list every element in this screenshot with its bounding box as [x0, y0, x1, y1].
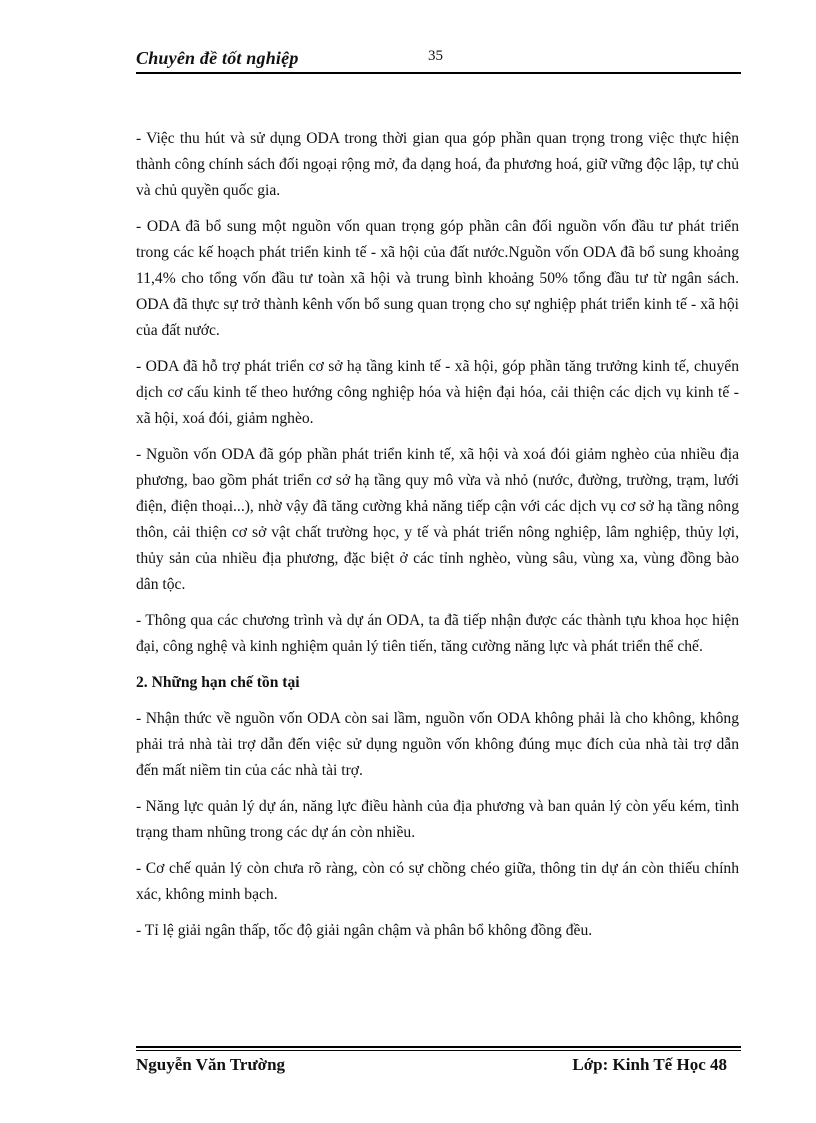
paragraph: - ODA đã hỗ trợ phát triển cơ sở hạ tầng kinh tế - xã hội, góp phần tăng trưởng kinh tế, chuyển dịch cơ cấu kinh tế theo hướng công nghiệp hóa và hiện đại hóa, cải thiện các dịch vụ kinh tế - xã hội, xoá đói, giảm nghèo.	[136, 358, 739, 427]
header-divider	[136, 72, 741, 74]
page-header	[136, 44, 741, 74]
paragraph: - Năng lực quản lý dự án, năng lực điều hành của địa phương và ban quản lý còn yếu kém, tình trạng tham nhũng trong các dự án còn nhiều.	[136, 798, 739, 841]
footer-divider	[136, 1046, 741, 1048]
page-footer	[136, 1046, 741, 1086]
section-heading: 2. Những hạn chế tồn tại	[136, 674, 300, 691]
footer-divider-thin	[136, 1050, 741, 1051]
paragraph: - Cơ chế quản lý còn chưa rõ ràng, còn có sự chồng chéo giữa, thông tin dự án còn thiếu chính xác, không minh bạch.	[136, 860, 739, 903]
document-title: Chuyên đề tốt nghiệp	[136, 48, 299, 68]
paragraph: - Tỉ lệ giải ngân thấp, tốc độ giải ngân chậm và phân bổ không đồng đều.	[136, 922, 593, 939]
paragraph: - Việc thu hút và sử dụng ODA trong thời gian qua góp phần quan trọng trong việc thực hiện thành công chính sách đối ngoại rộng mở, đa dạng hoá, đa phương hoá, giữ vững độc lập, tự chủ và chủ quyền quốc gia.	[136, 130, 739, 199]
paragraph: - ODA đã bổ sung một nguồn vốn quan trọng góp phần cân đối nguồn vốn đầu tư phát triển trong các kế hoạch phát triển kinh tế - xã hội của đất nước.Nguồn vốn ODA đã bổ sung khoảng 11,4% cho tổng vốn đầu tư toàn xã hội và trung bình khoảng 50% tổng đầu tư từ ngân sách. ODA đã thực sự trở thành kênh vốn bổ sung quan trọng cho sự nghiệp phát triển kinh tế - xã hội của đất nước.	[136, 218, 739, 339]
paragraph: - Thông qua các chương trình và dự án ODA, ta đã tiếp nhận được các thành tựu khoa học hiện đại, công nghệ và kinh nghiệm quản lý tiên tiến, tăng cường năng lực và phát triển thể chế.	[136, 612, 739, 655]
author-name: Nguyễn Văn Trường	[136, 1055, 286, 1074]
paragraph: - Nguồn vốn ODA đã góp phần phát triển kinh tế, xã hội và xoá đói giảm nghèo của nhiều địa phương, bao gồm phát triển cơ sở hạ tầng quy mô vừa và nhỏ (nước, đường, trường, trạm, lưới điện, điện thoại...), nhờ vậy đã tăng cường khả năng tiếp cận với các dịch vụ cơ sở hạ tầng nông thôn, cải thiện cơ sở vật chất trường học, y tế và phát triển nông nghiệp, lâm nghiệp, thủy lợi, thủy sản của nhiều địa phương, đặc biệt ở các tỉnh nghèo, vùng sâu, vùng xa, vùng đồng bào dân tộc.	[136, 446, 739, 593]
page-body	[136, 126, 739, 954]
page-number: 35	[428, 48, 443, 64]
class-label: Lớp: Kinh Tế Học 48	[572, 1055, 727, 1074]
paragraph: - Nhận thức về nguồn vốn ODA còn sai lầm, nguồn vốn ODA không phải là cho không, không phải trả nhà tài trợ dẫn đến việc sử dụng nguồn vốn không đúng mục đích của nhà tài trợ dẫn đến mất niềm tin của các nhà tài trợ.	[136, 710, 739, 779]
